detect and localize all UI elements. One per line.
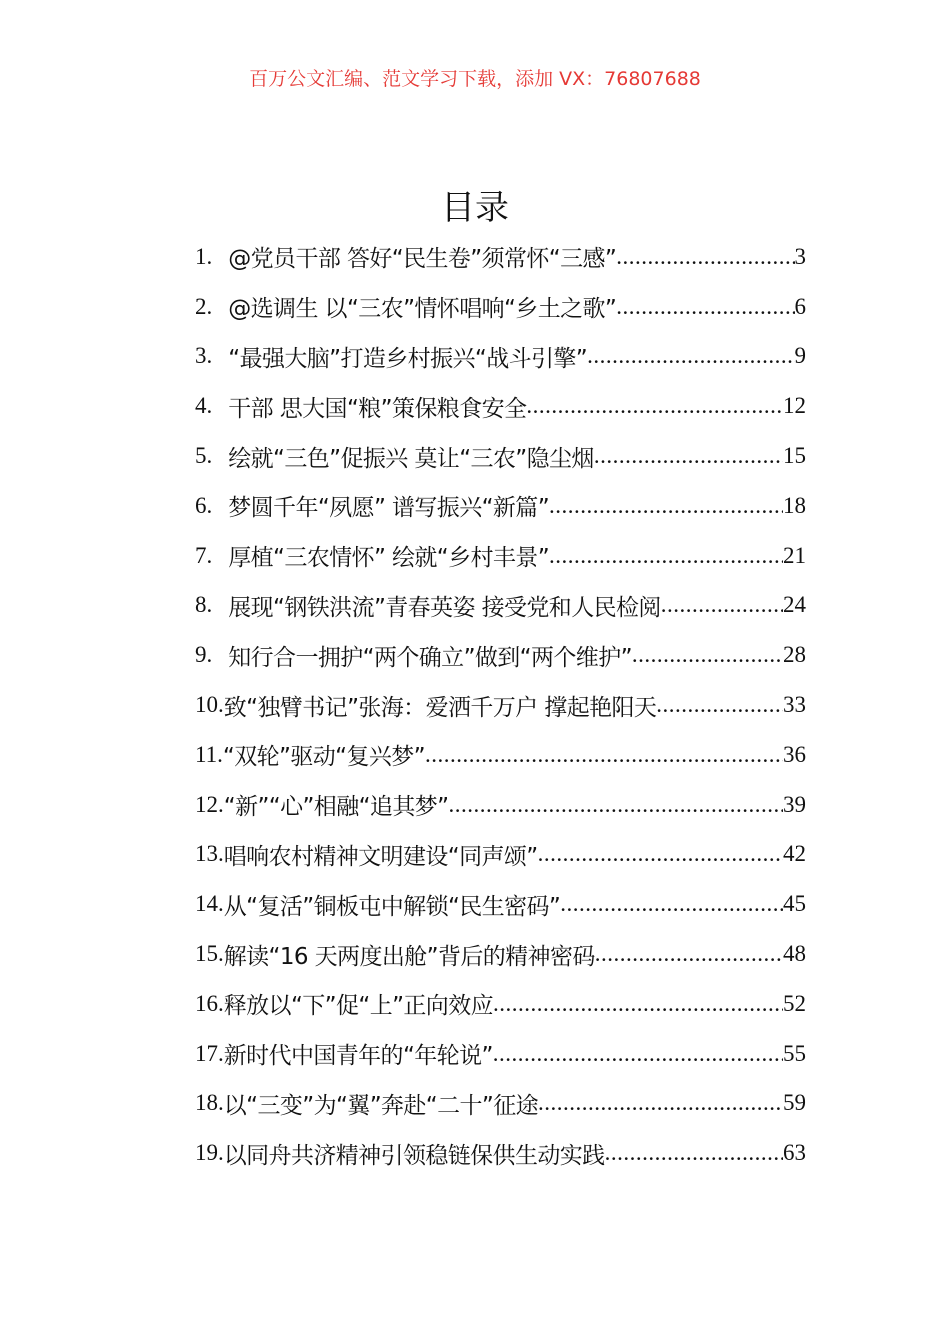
toc-number: 19. xyxy=(195,1140,224,1166)
toc-title: 致“独臂书记”张海：爱洒千万户 撑起艳阳天 xyxy=(223,694,657,721)
toc-title: 解读“16 天两度出舱”背后的精神密码 xyxy=(223,943,595,970)
toc-title: “双轮”驱动“复兴梦” xyxy=(222,744,425,771)
toc-entry[interactable] xyxy=(195,680,806,730)
toc-number: 18. xyxy=(195,1090,224,1116)
toc-title: 知行合一拥护“两个确立”做到“两个维护” xyxy=(228,644,632,671)
toc-leader xyxy=(549,543,783,569)
toc-title: @选调生 以“三农”情怀唱响“乡土之歌” xyxy=(228,296,617,323)
toc-leader xyxy=(538,1090,783,1116)
toc-leader xyxy=(656,692,783,718)
page-title: 目录 xyxy=(441,188,509,228)
toc-leader xyxy=(425,742,783,768)
toc-title: 唱响农村精神文明建设“同声颂” xyxy=(223,843,538,870)
toc-page: 18 xyxy=(783,492,806,518)
table-of-contents xyxy=(195,232,806,1178)
toc-number: 8. xyxy=(195,592,213,618)
toc-entry[interactable] xyxy=(195,232,806,282)
toc-page: 3 xyxy=(794,243,806,269)
toc-title: 以“三变”为“翼”奔赴“二十”征途 xyxy=(223,1092,539,1119)
toc-leader xyxy=(594,443,783,469)
toc-entry[interactable] xyxy=(195,979,806,1029)
toc-number: 17. xyxy=(195,1040,224,1066)
toc-page: 59 xyxy=(783,1090,806,1116)
toc-number: 5. xyxy=(195,443,213,469)
toc-number: 15. xyxy=(195,941,224,967)
toc-page: 21 xyxy=(783,542,806,568)
toc-leader xyxy=(616,244,794,270)
toc-entry[interactable] xyxy=(195,929,806,979)
toc-number: 13. xyxy=(195,841,224,867)
toc-page: 24 xyxy=(783,592,806,618)
toc-number: 11. xyxy=(195,741,223,767)
toc-title: 从“复活”铜板屯中解锁“民生密码” xyxy=(223,893,561,920)
toc-leader xyxy=(587,343,794,369)
toc-title: 释放以“下”促“上”正向效应 xyxy=(223,993,494,1020)
toc-leader xyxy=(605,1140,783,1166)
toc-entry[interactable] xyxy=(195,879,806,929)
toc-title: 以同舟共济精神引领稳链保供生动实践 xyxy=(223,1142,605,1169)
toc-entry[interactable] xyxy=(195,282,806,332)
toc-entry[interactable] xyxy=(195,1128,806,1178)
toc-page: 28 xyxy=(783,642,806,668)
toc-title: 展现“钢铁洪流”青春英姿 接受党和人民检阅 xyxy=(228,594,661,621)
toc-leader xyxy=(661,592,783,618)
toc-title: 干部 思大国“粮”策保粮食安全 xyxy=(228,395,527,422)
toc-entry[interactable] xyxy=(195,581,806,631)
toc-leader xyxy=(549,493,783,519)
toc-page: 36 xyxy=(783,741,806,767)
toc-number: 3. xyxy=(195,343,213,369)
toc-page: 45 xyxy=(783,891,806,917)
toc-leader xyxy=(560,891,783,917)
toc-page: 9 xyxy=(794,343,806,369)
toc-entry[interactable] xyxy=(195,481,806,531)
toc-entry[interactable] xyxy=(195,730,806,780)
toc-title: 绘就“三色”促振兴 莫让“三农”隐尘烟 xyxy=(228,445,594,472)
toc-page: 63 xyxy=(783,1140,806,1166)
toc-leader xyxy=(493,991,783,1017)
toc-entry[interactable] xyxy=(195,830,806,880)
toc-page: 42 xyxy=(783,841,806,867)
toc-page: 48 xyxy=(783,941,806,967)
toc-page: 6 xyxy=(794,293,806,319)
toc-title: 厚植“三农情怀” 绘就“乡村丰景” xyxy=(228,545,550,572)
toc-leader xyxy=(538,841,783,867)
toc-leader xyxy=(448,792,783,818)
toc-number: 14. xyxy=(195,891,224,917)
toc-page: 55 xyxy=(783,1040,806,1066)
toc-entry[interactable] xyxy=(195,1029,806,1079)
toc-title: 梦圆千年“夙愿” 谱写振兴“新篇” xyxy=(228,495,550,522)
toc-page: 33 xyxy=(783,692,806,718)
toc-number: 16. xyxy=(195,990,224,1016)
toc-number: 6. xyxy=(195,492,213,518)
toc-page: 15 xyxy=(783,443,806,469)
toc-entry[interactable] xyxy=(195,531,806,581)
toc-leader xyxy=(526,393,783,419)
toc-leader xyxy=(493,1041,783,1067)
watermark-header: 百万公文汇编、范文学习下载，添加 VX：76807688 xyxy=(249,68,701,90)
toc-leader xyxy=(616,294,794,320)
toc-title: “最强大脑”打造乡村振兴“战斗引擎” xyxy=(228,345,588,372)
toc-page: 52 xyxy=(783,990,806,1016)
toc-entry[interactable] xyxy=(195,332,806,382)
toc-number: 10. xyxy=(195,692,224,718)
toc-number: 12. xyxy=(195,791,224,817)
toc-title: @党员干部 答好“民生卷”须常怀“三感” xyxy=(228,246,617,273)
toc-title: 新时代中国青年的“年轮说” xyxy=(223,1043,493,1070)
toc-leader xyxy=(595,941,783,967)
toc-number: 4. xyxy=(195,393,213,419)
toc-page: 39 xyxy=(783,791,806,817)
toc-number: 7. xyxy=(195,542,213,568)
toc-number: 9. xyxy=(195,642,213,668)
toc-title: “新”“心”相融“追其梦” xyxy=(223,794,449,821)
toc-number: 1. xyxy=(195,243,213,269)
toc-entry[interactable] xyxy=(195,630,806,680)
toc-entry[interactable] xyxy=(195,381,806,431)
toc-entry[interactable] xyxy=(195,780,806,830)
toc-page: 12 xyxy=(783,393,806,419)
toc-leader xyxy=(632,642,783,668)
toc-entry[interactable] xyxy=(195,431,806,481)
toc-number: 2. xyxy=(195,293,213,319)
toc-entry[interactable] xyxy=(195,1079,806,1129)
